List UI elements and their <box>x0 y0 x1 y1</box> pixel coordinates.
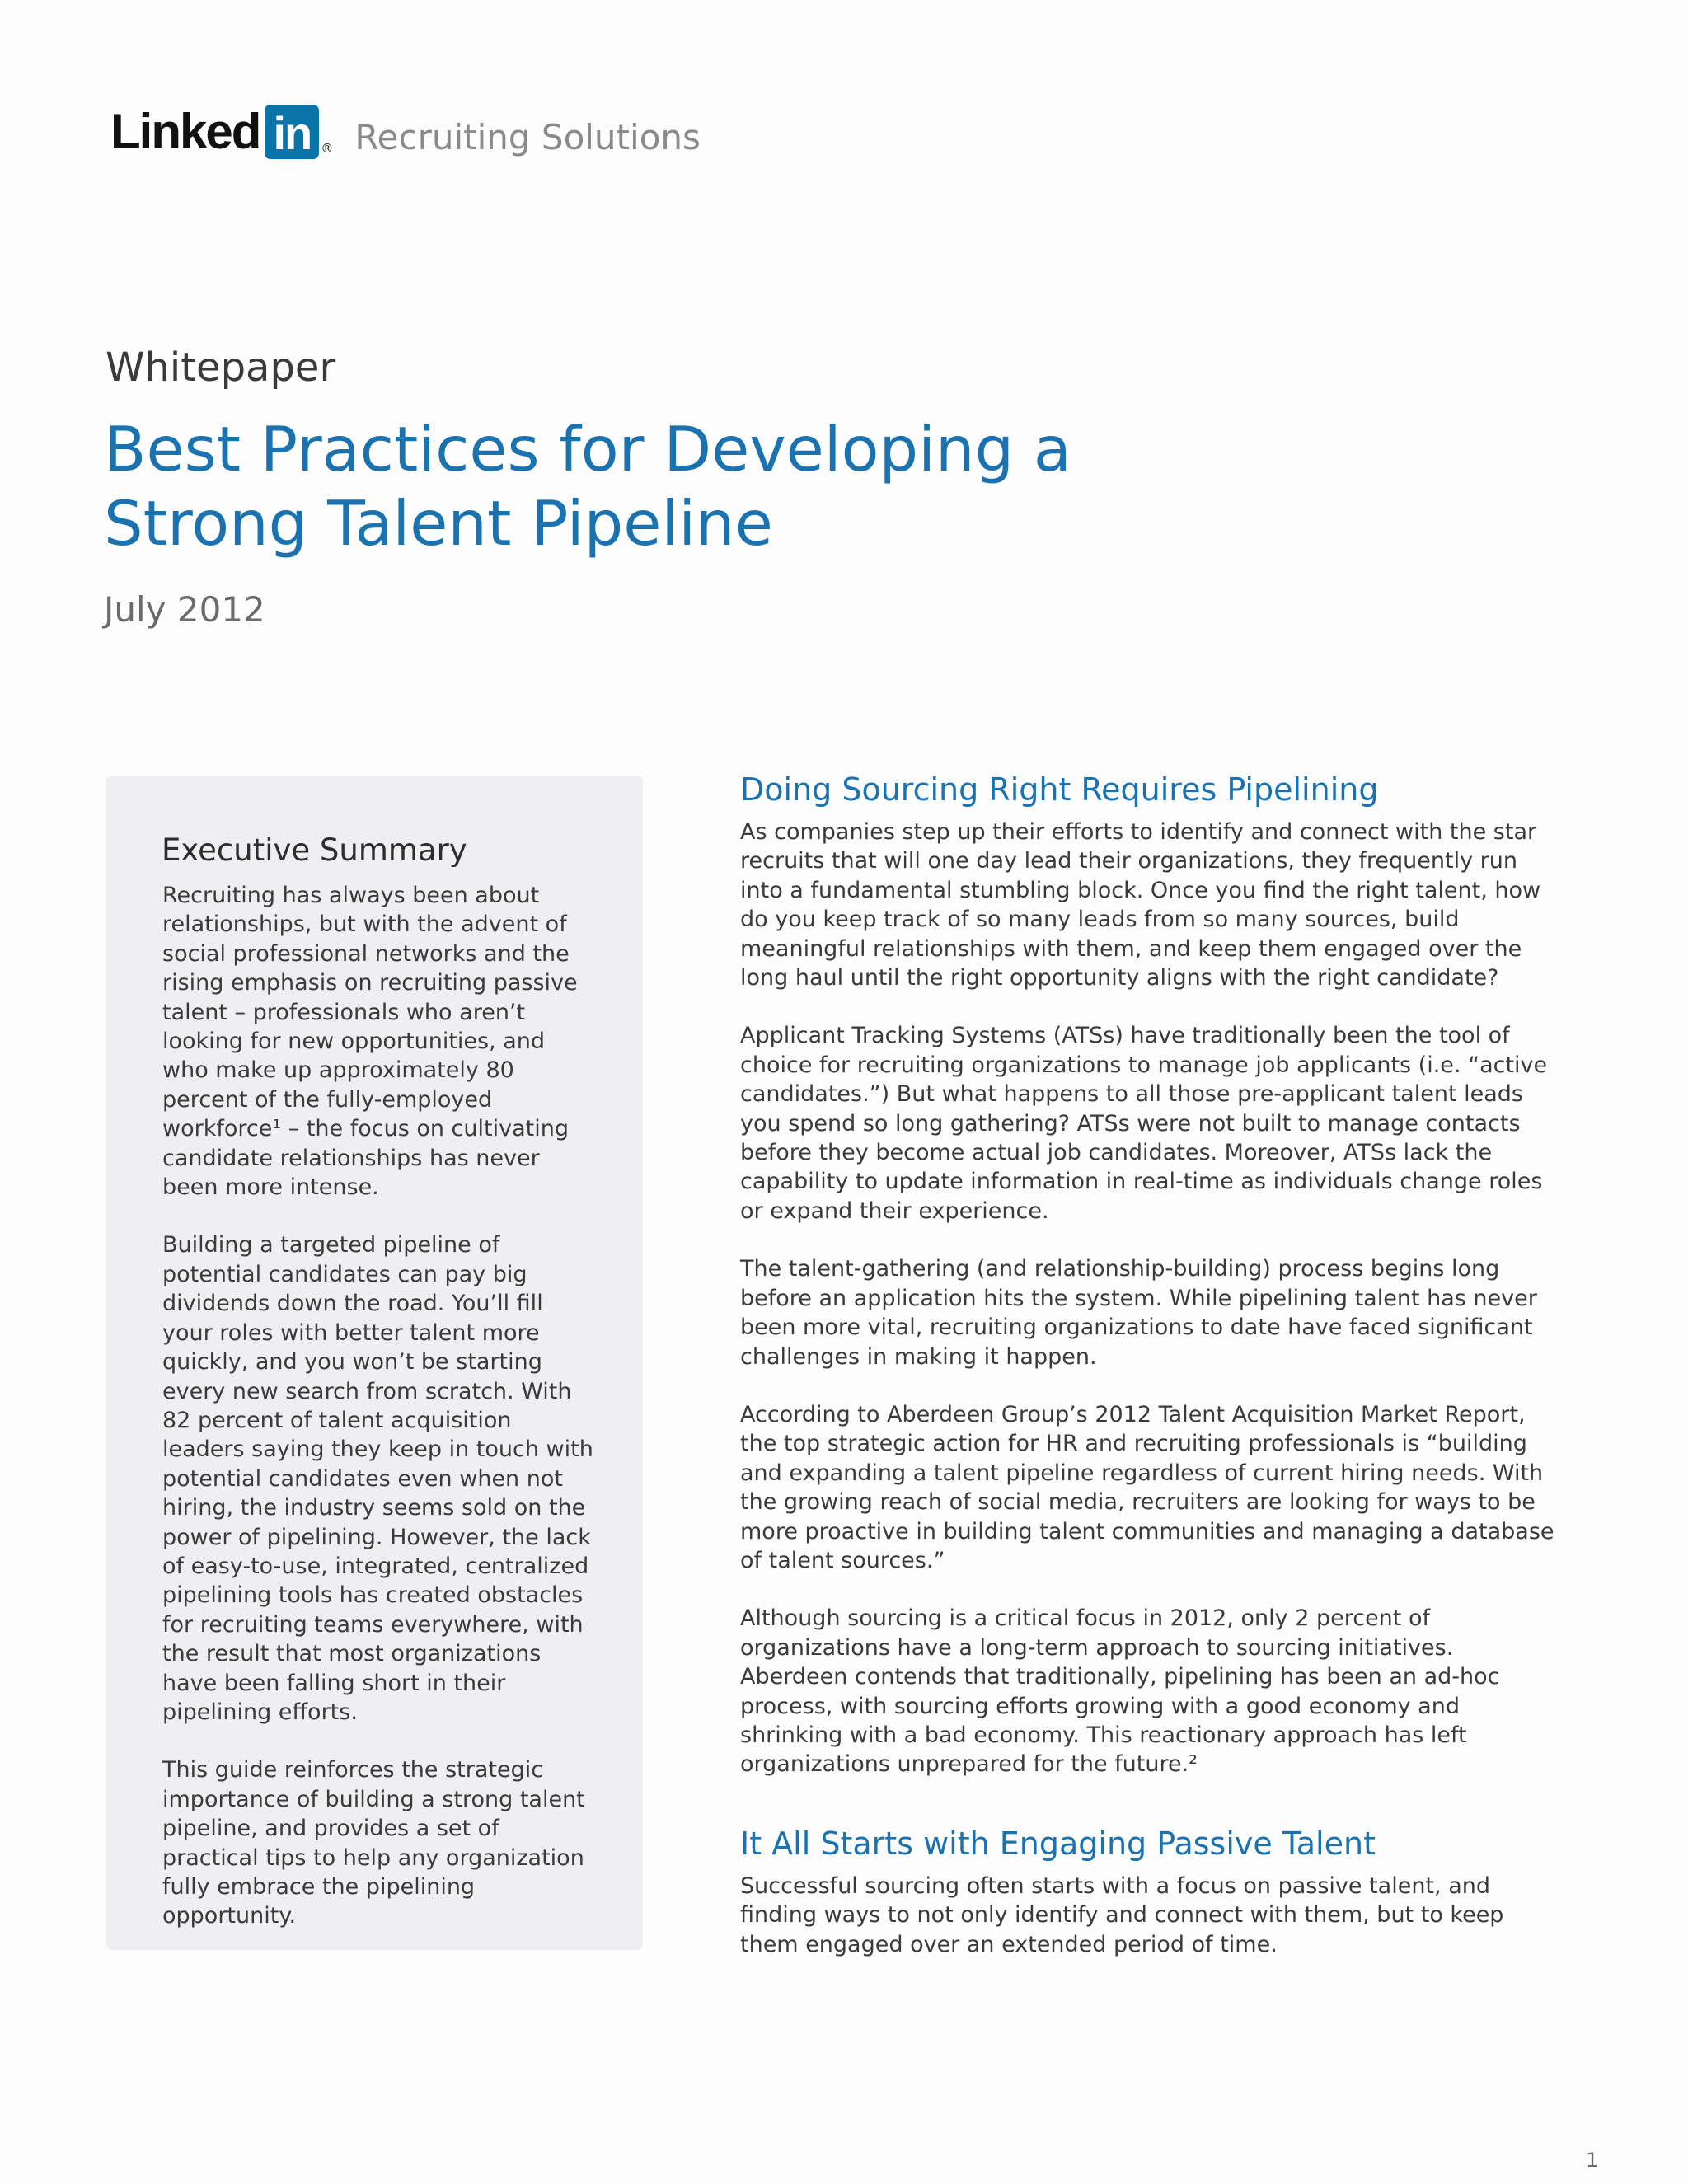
document-type: Whitepaper <box>106 344 336 391</box>
section-paragraph: The talent-gathering (and relationship-building) process begins long before an application hits the system. While pipelining talent has never been more vital, recruiting organizations to date have faced significant challenges in making it happen. <box>740 1256 1537 1370</box>
section-heading: Doing Sourcing Right Requires Pipelining <box>740 771 1379 808</box>
section-paragraph: According to Aberdeen Group’s 2012 Talent Acquisition Market Report, the top strategic action for HR and recruiting professionals is “building and expanding a talent pipeline regardless of current hiring needs. With the growing reach of social media, recruiters are looking for ways to be more proactive in building talent communities and managing a database of talent sources.” <box>740 1401 1554 1573</box>
page-header <box>110 102 701 162</box>
section-paragraph: Applicant Tracking Systems (ATSs) have traditionally been the tool of choice for recruiting organizations to manage job applicants (i.e. “active candidates.”) But what happens to all those pre-applicant talent leads you spend so long gathering? ATSs were not built to manage contacts before they become actual job candidates. Moreover, ATSs lack the capability to update information in real-time as individuals change roles or expand their experience. <box>740 1023 1548 1224</box>
logo-registered-mark: ® <box>321 141 334 156</box>
product-name: Recruiting Solutions <box>354 117 701 157</box>
section-passive-talent <box>740 1824 1564 1959</box>
executive-summary-body <box>162 881 598 1931</box>
summary-paragraph: Building a targeted pipeline of potential candidates can pay big dividends down the road. You’ll fill your roles with better talent more quickly, and you won’t be starting every new search from scratch. With 82 percent of talent acquisition leaders saying they keep in touch with potential candidates even when not hiring, the industry seems sold on the power of pipelining. However, the lack of easy-to-use, integrated, centralized pipelining tools has created obstacles for recruiting teams everywhere, with the result that most organizations have been falling short in their pipelining efforts. <box>162 1232 593 1725</box>
logo-wordmark-linked: Linked <box>110 104 260 159</box>
page-number: 1 <box>1586 2149 1599 2172</box>
publication-date: July 2012 <box>104 589 265 630</box>
summary-paragraph: This guide reinforces the strategic importance of building a strong talent pipeline, and provides a set of practical tips to help any organization fully embrace the pipelining opportunity. <box>162 1757 585 1929</box>
logo-in-box: in <box>265 105 319 159</box>
executive-summary-heading: Executive Summary <box>162 832 467 868</box>
summary-paragraph: Recruiting has always been about relationships, but with the advent of social professional networks and the rising emphasis on recruiting passive talent – professionals who aren’t looking for new opportunities, and who make up approximately 80 percent of the fully-employed workforce¹ – the focus on cultivating candidate relationships has never been more intense. <box>162 883 578 1201</box>
linkedin-logo <box>110 102 333 162</box>
section-sourcing-pipelining <box>740 770 1564 1779</box>
section-heading: It All Starts with Engaging Passive Talent <box>740 1825 1376 1862</box>
section-paragraph: As companies step up their efforts to identify and connect with the star recruits that will one day lead their organizations, they frequently run into a fundamental stumbling block. Once you find the right talent, how do you keep track of so many leads from so many sources, build meaningful relationships with them, and keep them engaged over the long haul until the right opportunity aligns with the right candidate? <box>740 819 1541 991</box>
section-paragraph: Although sourcing is a critical focus in 2012, only 2 percent of organizations have a long-term approach to sourcing initiatives. Aberdeen contends that traditionally, pipelining has been an ad-hoc process, with sourcing efforts growing with a good economy and shrinking with a bad economy. This reactionary approach has left organizations unprepared for the future.² <box>740 1605 1500 1778</box>
section-paragraph: Successful sourcing often starts with a focus on passive talent, and finding ways to not only identify and connect with them, but to keep them engaged over an extended period of time. <box>740 1873 1504 1957</box>
document-title: Best Practices for Developing a Strong Talent Pipeline <box>104 413 1071 560</box>
